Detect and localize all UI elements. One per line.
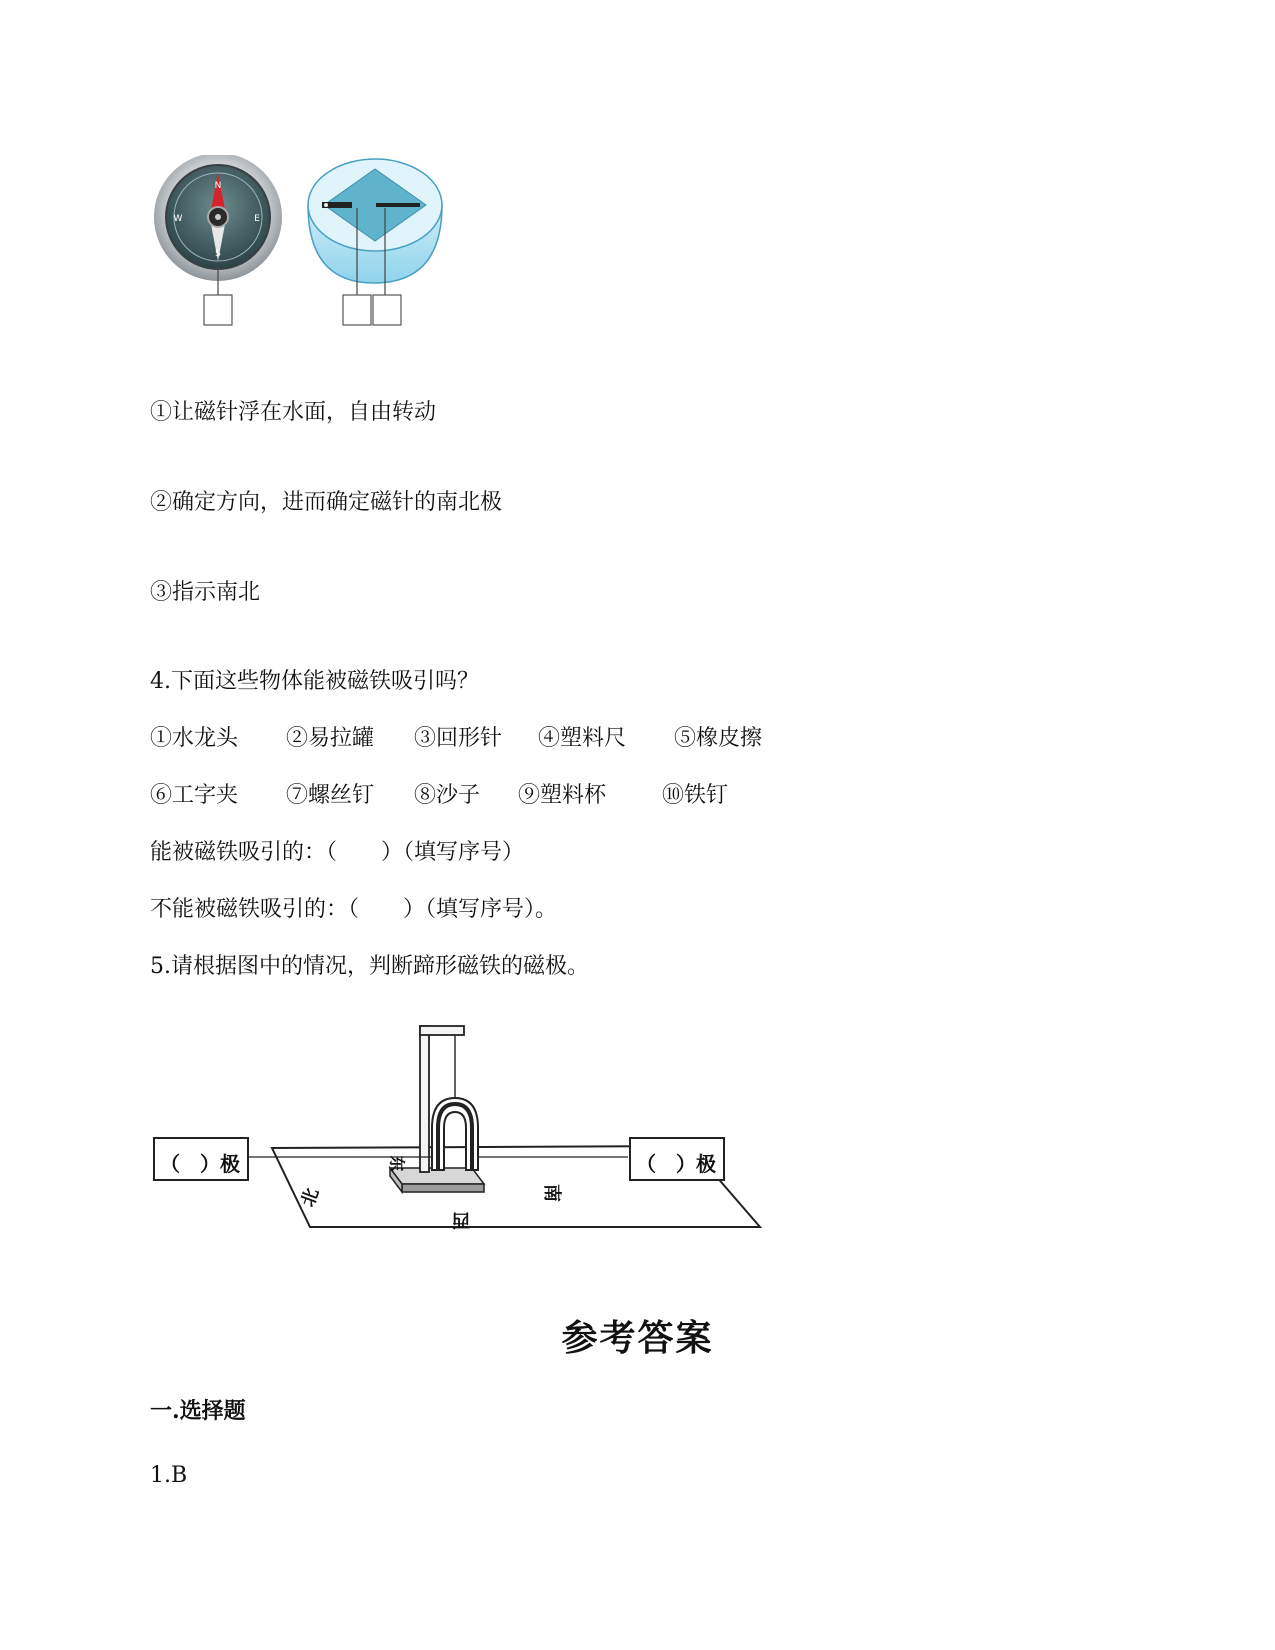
water-bowl-icon	[308, 159, 442, 283]
compass-letter-s: S	[215, 249, 221, 259]
q4-item-8: ⑧沙子	[414, 783, 481, 808]
q4-item-5: ⑤橡皮擦	[674, 726, 763, 751]
compass-answer-box[interactable]	[204, 295, 232, 325]
compass-letter-w: W	[173, 214, 183, 224]
compass-icon	[154, 155, 282, 281]
q4-attracted-prompt: 能被磁铁吸引的：（ ）（填写序号）	[150, 840, 525, 865]
q4-not-attracted-prompt: 不能被磁铁吸引的：（ ）（填写序号）。	[150, 897, 558, 922]
right-pole-label: （ ）极	[636, 1152, 716, 1176]
compass-letter-e: E	[254, 214, 260, 224]
answer-1: 1.B	[150, 1463, 188, 1488]
direction-south: 南	[541, 1184, 562, 1202]
answer-heading: 参考答案	[561, 1317, 714, 1359]
stand-pole	[420, 1026, 429, 1172]
direction-north: 北	[297, 1185, 324, 1210]
q3-option-2: ②确定方向，进而确定磁针的南北极	[150, 490, 503, 515]
stand-arm	[420, 1026, 464, 1035]
direction-east: 东	[387, 1155, 407, 1172]
q4-item-9: ⑨塑料杯	[518, 783, 607, 808]
q4-item-10: ⑩铁钉	[662, 783, 729, 808]
compass-figure	[150, 155, 470, 340]
q4-item-4: ④塑料尺	[538, 726, 627, 751]
q4-item-6: ⑥工字夹	[150, 783, 239, 808]
q4-item-2: ②易拉罐	[286, 726, 375, 751]
q4-title: 4.下面这些物体能被磁铁吸引吗？	[150, 669, 479, 694]
q3-option-1: ①让磁针浮在水面，自由转动	[150, 400, 437, 425]
direction-west: 西	[452, 1209, 470, 1230]
q4-item-7: ⑦螺丝钉	[286, 783, 375, 808]
needle-right-half	[376, 203, 420, 207]
q4-item-1: ①水龙头	[150, 726, 239, 751]
answer-section-title: 一.选择题	[150, 1398, 246, 1424]
q5-title: 5.请根据图中的情况，判断蹄形磁铁的磁极。	[150, 954, 589, 979]
q4-item-3: ③回形针	[414, 726, 503, 751]
needle-answer-box-right[interactable]	[373, 295, 401, 325]
left-pole-label: （ ）极	[160, 1152, 240, 1176]
needle-answer-box-left[interactable]	[343, 295, 371, 325]
compass-letter-n: N	[214, 181, 222, 191]
q3-option-3: ③指示南北	[150, 580, 261, 605]
